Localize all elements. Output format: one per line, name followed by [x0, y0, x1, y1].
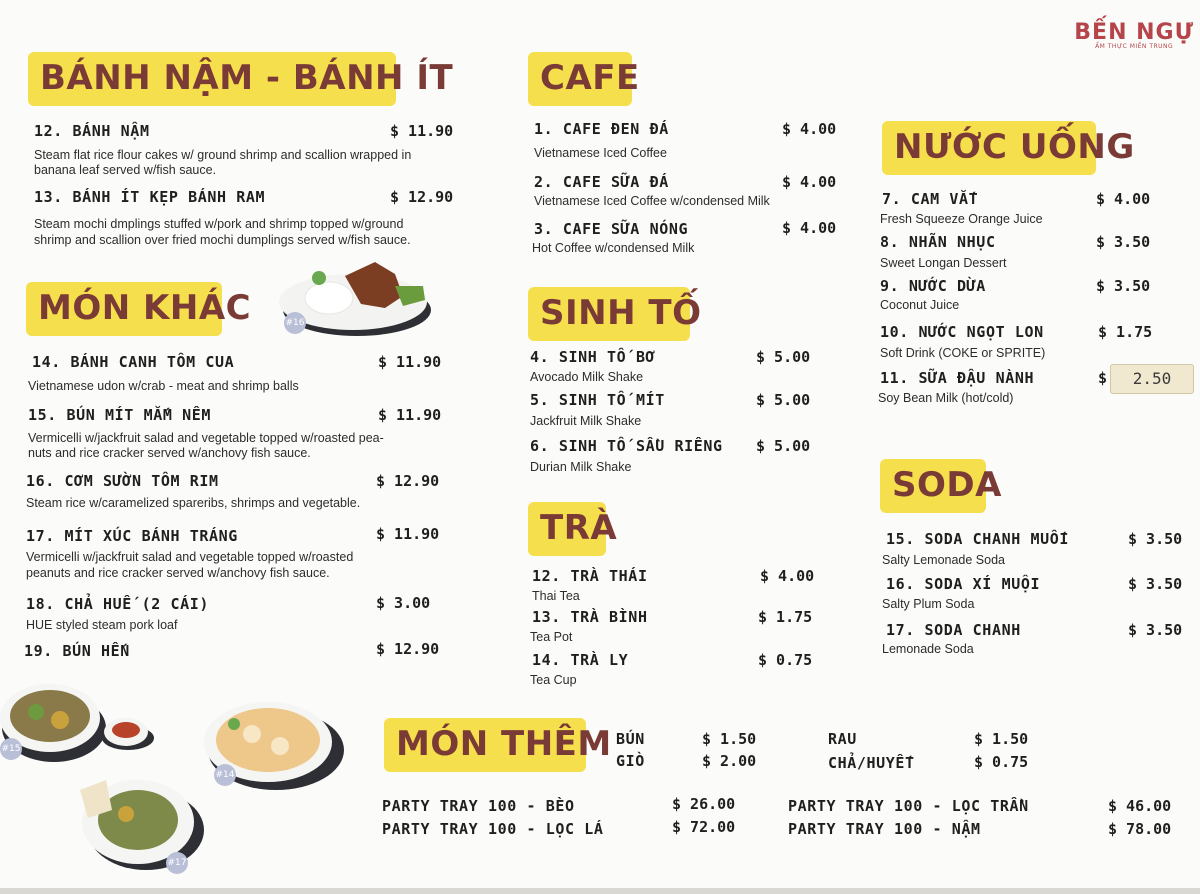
item-name: 15. BÚN MÍT MẮM NÊM [28, 406, 211, 424]
item-desc: Soft Drink (COKE or SPRITE) [880, 346, 1046, 360]
item-price: $ 3.50 [1096, 233, 1151, 251]
handwritten-price-sticker: 2.50 [1110, 364, 1194, 394]
item-price: $ 4.00 [1096, 190, 1151, 208]
item-price: $ 11.90 [376, 525, 440, 543]
tray-name: PARTY TRAY 100 - BÈO [382, 797, 575, 815]
item-price: $ 4.00 [782, 219, 837, 237]
item-price: $ 0.75 [758, 651, 813, 669]
item-desc: Steam flat rice flour cakes w/ ground shrimp and scallion wrapped in [34, 148, 412, 162]
item-desc: Coconut Juice [880, 298, 960, 312]
item-name: 2. CAFE SỮA ĐÁ [534, 173, 669, 191]
item-name: 17. SODA CHANH [886, 621, 1021, 639]
item-desc: Steam rice w/caramelized spareribs, shrimps and vegetable. [26, 496, 361, 510]
tray-name: PARTY TRAY 100 - NẬM [788, 820, 981, 838]
item-name: 4. SINH TỐ BƠ [530, 348, 656, 366]
tray-price: $ 78.00 [1108, 820, 1172, 838]
item-price: $ 5.00 [756, 348, 811, 366]
side-price: $ 0.75 [974, 753, 1029, 771]
item-name: 1. CAFE ĐEN ĐÁ [534, 120, 669, 138]
item-desc: Soy Bean Milk (hot/cold) [878, 391, 1014, 405]
item-name: 19. BÚN HẾN [24, 642, 130, 660]
photo-tag-14: #14 [214, 764, 236, 786]
item-name: 3. CAFE SỮA NÓNG [534, 220, 689, 238]
side-price: $ 2.00 [702, 752, 757, 770]
item-name: 12. TRÀ THÁI [532, 567, 648, 585]
item-name: 7. CAM VẮT [882, 190, 979, 208]
item-name: 16. CƠM SƯỜN TÔM RIM [26, 472, 219, 490]
item-name: 13. TRÀ BÌNH [532, 608, 648, 626]
item-price: $ 11.90 [390, 122, 454, 140]
item-name: 16. SODA XÍ MUỘI [886, 575, 1041, 593]
tray-price: $ 26.00 [672, 795, 736, 813]
item-desc: Avocado Milk Shake [530, 370, 644, 384]
item-desc: Salty Plum Soda [882, 597, 975, 611]
item-price: $ 11.90 [378, 406, 442, 424]
item-desc: banana leaf served w/fish sauce. [34, 163, 217, 177]
item-desc: Sweet Longan Dessert [880, 256, 1007, 270]
item-price: $ 12.90 [390, 188, 454, 206]
side-name: CHẢ/HUYẾT [828, 754, 915, 772]
item-price: $ 4.00 [782, 173, 837, 191]
item-name: 15. SODA CHANH MUỐI [886, 530, 1069, 548]
section-title-sinh-to: SINH TỐ [528, 287, 690, 341]
item-price: $ 12.90 [376, 472, 440, 490]
photo-tag-15: #15 [0, 738, 22, 760]
item-desc: HUE styled steam pork loaf [26, 618, 178, 632]
section-title-banh-nam: BÁNH NẬM - BÁNH ÍT [28, 52, 396, 106]
section-title-soda: SODA [880, 459, 986, 513]
brand-tagline: ẨM THỰC MIỀN TRUNG [1095, 43, 1174, 50]
tray-price: $ 72.00 [672, 818, 736, 836]
item-name: 17. MÍT XÚC BÁNH TRÁNG [26, 527, 238, 545]
item-desc: Lemonade Soda [882, 642, 974, 656]
item-name: 18. CHẢ HUẾ (2 CÁI) [26, 595, 209, 613]
dish-photo-15 [0, 676, 160, 766]
item-price: $ 3.50 [1128, 621, 1183, 639]
item-desc: Tea Pot [530, 630, 573, 644]
item-name: 9. NƯỚC DỪA [880, 277, 986, 295]
item-price: $ 12.90 [376, 640, 440, 658]
item-name: 14. BÁNH CANH TÔM CUA [32, 353, 235, 371]
item-price: $ [1098, 369, 1108, 387]
side-name: BÚN [616, 730, 645, 748]
tray-name: PARTY TRAY 100 - LỌC TRẦN [788, 797, 1029, 815]
side-price: $ 1.50 [702, 730, 757, 748]
brand-logo [1074, 20, 1194, 50]
tray-name: PARTY TRAY 100 - LỌC LÁ [382, 820, 604, 838]
item-name: 10. NƯỚC NGỌT LON [880, 323, 1044, 341]
side-price: $ 1.50 [974, 730, 1029, 748]
item-price: $ 3.00 [376, 594, 431, 612]
item-desc: Vermicelli w/jackfruit salad and vegetable topped w/roasted pea- [28, 431, 384, 445]
item-desc: Fresh Squeeze Orange Juice [880, 212, 1043, 226]
section-title-nuoc-uong: NƯỚC UỐNG [882, 121, 1096, 175]
section-title-mon-khac: MÓN KHÁC [26, 282, 222, 336]
item-name: 6. SINH TỐ SẦU RIÊNG [530, 437, 723, 455]
photo-tag-16: #16 [284, 312, 306, 334]
item-name: 11. SỮA ĐẬU NÀNH [880, 369, 1035, 387]
section-title-cafe: CAFE [528, 52, 632, 106]
side-name: GIÒ [616, 752, 645, 770]
item-name: 14. TRÀ LY [532, 651, 629, 669]
item-desc: Jackfruit Milk Shake [530, 414, 642, 428]
item-desc: peanuts and rice cracker served w/anchovy fish sauce. [26, 566, 330, 580]
item-desc: nuts and rice cracker served w/anchovy fish sauce. [28, 446, 311, 460]
tray-price: $ 46.00 [1108, 797, 1172, 815]
item-desc: Hot Coffee w/condensed Milk [532, 241, 695, 255]
item-price: $ 1.75 [758, 608, 813, 626]
item-desc: Tea Cup [530, 673, 577, 687]
item-price: $ 4.00 [760, 567, 815, 585]
item-price: $ 11.90 [378, 353, 442, 371]
item-price: $ 5.00 [756, 437, 811, 455]
item-price: $ 3.50 [1128, 530, 1183, 548]
section-title-tra: TRÀ [528, 502, 606, 556]
item-name: 13. BÁNH ÍT KẸP BÁNH RAM [34, 188, 266, 206]
item-name: 5. SINH TỐ MÍT [530, 391, 665, 409]
item-desc: Vermicelli w/jackfruit salad and vegetable topped w/roasted [26, 550, 354, 564]
item-desc: Vietnamese Iced Coffee [534, 146, 667, 160]
item-desc: Vietnamese Iced Coffee w/condensed Milk [534, 194, 770, 208]
item-price: $ 4.00 [782, 120, 837, 138]
item-desc: Steam mochi dmplings stuffed w/pork and shrimp topped w/ground [34, 217, 404, 231]
item-price: $ 3.50 [1096, 277, 1151, 295]
item-price: $ 3.50 [1128, 575, 1183, 593]
item-name: 12. BÁNH NẬM [34, 122, 150, 140]
item-desc: Thai Tea [532, 589, 580, 603]
item-desc: Vietnamese udon w/crab - meat and shrimp balls [28, 379, 299, 393]
brand-name: BẾN NGỰ [1074, 20, 1194, 45]
item-price: $ 1.75 [1098, 323, 1153, 341]
item-price: $ 5.00 [756, 391, 811, 409]
item-desc: shrimp and scallion over fried mochi dumplings served w/fish sauce. [34, 233, 411, 247]
item-desc: Salty Lemonade Soda [882, 553, 1006, 567]
photo-tag-17: #17 [166, 852, 188, 874]
section-title-mon-them: MÓN THÊM [384, 718, 586, 772]
item-name: 8. NHÃN NHỤC [880, 233, 996, 251]
side-name: RAU [828, 730, 857, 748]
item-desc: Durian Milk Shake [530, 460, 632, 474]
